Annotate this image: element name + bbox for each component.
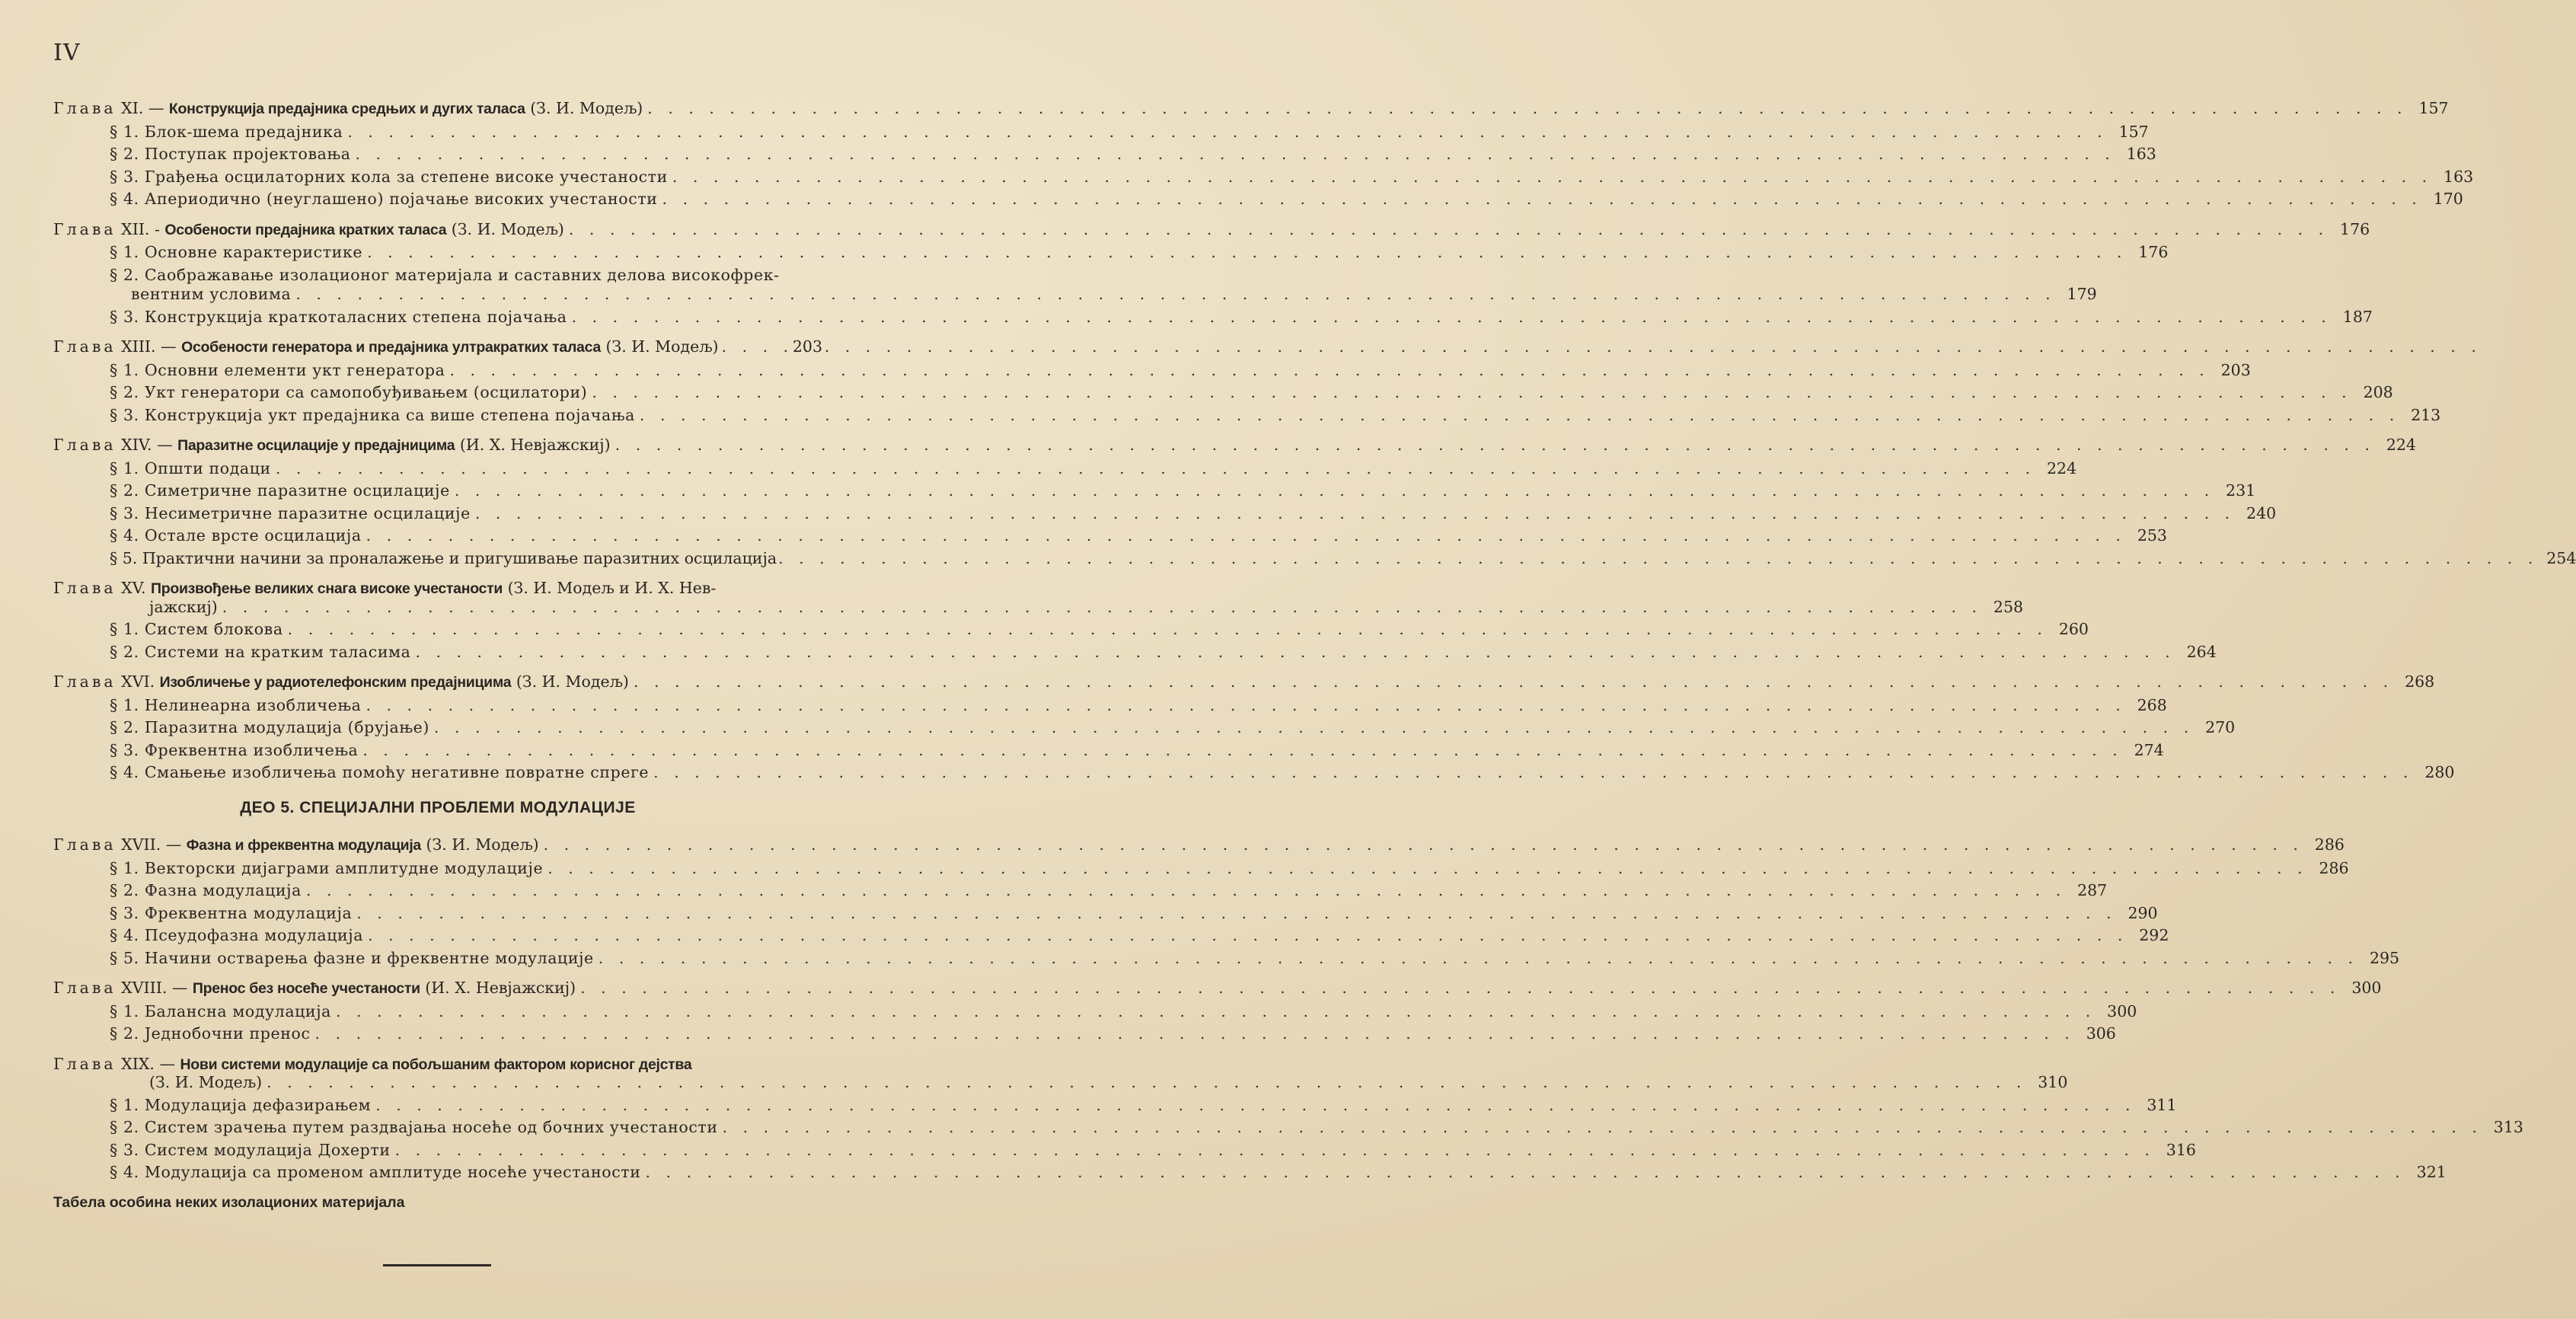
section-row[interactable]	[53, 641, 2217, 664]
chapter-author: (З. И. Модељ)	[426, 835, 539, 854]
section-number: § 5.	[110, 948, 139, 967]
page-ref: 316	[2166, 1140, 2196, 1159]
page-ref: 157	[2118, 122, 2149, 141]
section-row[interactable]	[53, 404, 2441, 427]
chapter-number: XI. —	[121, 99, 164, 117]
dot-leader	[569, 219, 2329, 241]
chapter-title: Фазна и фреквентна модулација	[186, 837, 421, 854]
chapter-xviii	[53, 977, 2382, 1046]
chapter-author: (З. И. Модељ)	[451, 219, 564, 238]
chapter-heading[interactable]	[53, 219, 2370, 242]
section-title: Несиметричне паразитне осцилације	[144, 503, 471, 522]
page-ref: 264	[2186, 642, 2217, 661]
section-row[interactable]	[53, 382, 2393, 404]
dot-leader	[306, 880, 2066, 902]
page-ref: 268	[2405, 672, 2435, 691]
section-row[interactable]	[53, 166, 2474, 189]
page-ref: 268	[2137, 695, 2167, 714]
page-ref: 310	[2038, 1073, 2068, 1091]
chapter-author: (И. Х. Невјажскиј)	[459, 436, 611, 454]
section-row[interactable]	[53, 925, 2169, 947]
section-row[interactable]	[53, 762, 2455, 784]
section-number: § 2.	[110, 718, 139, 736]
page-ref: 286	[2314, 835, 2345, 854]
dot-leader	[547, 858, 2307, 880]
section-number: § 3.	[110, 740, 139, 759]
page-ref: 203	[792, 337, 822, 356]
dot-leader	[722, 336, 783, 359]
section-title: Блок-шема предајника	[144, 122, 343, 141]
chapter-number: XVII. —	[121, 835, 182, 854]
section-title: Укт генератори са самопобуђивањем (осцилатори)	[144, 383, 588, 401]
section-title: Начини остварења фазне и фреквентне модулације	[144, 948, 594, 967]
chapter-xiii	[53, 336, 2441, 426]
page-ref: 311	[2147, 1095, 2177, 1114]
dot-leader	[640, 404, 2399, 427]
chapter-xvi	[53, 671, 2455, 784]
page-ref: 300	[2351, 979, 2382, 997]
section-row[interactable]	[53, 1023, 2116, 1046]
dot-leader	[375, 1094, 2135, 1117]
chapter-xi	[53, 97, 2474, 211]
section-title: Саображавање изолационог материјала и саставних делова високофрек-	[144, 265, 780, 284]
chapter-heading[interactable]	[53, 336, 822, 359]
dot-leader	[365, 695, 2125, 717]
section-row[interactable]	[53, 902, 2158, 925]
chapter-author: (З. И. Модељ)	[605, 337, 719, 356]
section-number: § 2.	[110, 881, 139, 899]
chapter-word: Глава	[53, 672, 117, 691]
section-number: § 3.	[110, 503, 139, 522]
dot-leader	[723, 1116, 2482, 1139]
page-ref: 274	[2134, 740, 2164, 759]
page-ref: 157	[2418, 99, 2449, 117]
dot-leader	[572, 306, 2332, 329]
section-row[interactable]	[53, 143, 2156, 166]
page-ref: 208	[2363, 383, 2393, 401]
page-ref: 163	[2444, 167, 2474, 186]
page-ref: 254	[2546, 548, 2576, 567]
section-row[interactable]	[53, 121, 2149, 144]
section-title: Једнобочни пренос	[144, 1024, 311, 1043]
section-title: Нелинеарна изобличења	[144, 695, 362, 714]
section-row[interactable]	[53, 188, 2463, 211]
dot-leader	[315, 1023, 2075, 1046]
section-title: Основни елементи укт генератора	[144, 360, 445, 379]
chapter-number: XIII. —	[121, 337, 177, 356]
section-number: § 3.	[110, 307, 139, 326]
chapter-number: XIX. —	[121, 1054, 175, 1073]
chapter-heading[interactable]	[53, 671, 2435, 695]
section-number: § 2.	[110, 1024, 139, 1043]
section-title: Конструкција краткоталасних степена појачања	[144, 307, 567, 326]
page-ref: 287	[2077, 881, 2108, 899]
chapter-word: Глава	[53, 835, 117, 854]
dot-leader	[647, 97, 2407, 120]
section-row[interactable]	[53, 1139, 2196, 1162]
dot-leader	[267, 1071, 2026, 1094]
section-title-continued: вентним условима	[131, 285, 292, 303]
section-number: § 2.	[110, 265, 139, 284]
section-row[interactable]	[53, 739, 2164, 762]
dot-leader	[672, 166, 2432, 189]
section-row[interactable]	[53, 717, 2236, 739]
chapter-title: Изобличење у радиотелефонским предајницима	[159, 674, 512, 691]
section-number: § 4.	[110, 926, 139, 944]
section-row[interactable]	[53, 1094, 2177, 1117]
section-title: Фреквентна изобличења	[144, 740, 359, 759]
chapter-author: (И. Х. Невјажскиј)	[425, 979, 576, 997]
chapter-author: (З. И. Модељ)	[516, 672, 629, 691]
dot-leader	[362, 739, 2122, 762]
chapter-xvii	[53, 834, 2400, 969]
chapter-title: Произвођење великих снага високе учестаности	[151, 580, 503, 597]
dot-leader	[580, 977, 2340, 1000]
chapter-word: Глава	[53, 337, 117, 356]
section-row[interactable]	[53, 1161, 2447, 1184]
section-title: Практични начини за проналажење и пригушивање паразитних осцилација	[142, 548, 777, 567]
page-ref: 179	[2067, 285, 2097, 303]
section-number: § 1.	[110, 122, 139, 141]
section-number: § 3.	[110, 405, 139, 424]
section-number: § 5.	[110, 548, 138, 567]
section-row[interactable]	[53, 947, 2400, 970]
section-number: § 2.	[110, 145, 139, 163]
page-ref: 170	[2433, 190, 2463, 208]
dot-leader	[544, 834, 2303, 857]
section-number: § 3.	[110, 1140, 139, 1159]
section-number: § 1.	[110, 458, 139, 477]
page-ref: 224	[2046, 458, 2077, 477]
section-number: § 3.	[110, 167, 139, 186]
dot-leader	[336, 1001, 2096, 1024]
chapter-xix	[53, 1053, 2523, 1184]
chapter-author: (З. И. Модељ)	[149, 1073, 263, 1091]
dot-leader	[778, 548, 2538, 570]
chapter-word: Глава	[53, 1054, 117, 1073]
chapter-number: XVIII. —	[121, 979, 188, 997]
section-number: § 2.	[110, 1118, 139, 1136]
chapter-number: XII. -	[121, 219, 160, 238]
section-number: § 3.	[110, 903, 139, 922]
dot-leader	[475, 503, 2235, 525]
section-row[interactable]	[53, 880, 2108, 902]
chapter-xiv	[53, 434, 2576, 570]
dot-leader	[653, 762, 2413, 784]
dot-leader	[599, 947, 2358, 970]
section-row[interactable]	[53, 359, 2251, 382]
section-title: Фреквентна модулација	[144, 903, 353, 922]
section-title: Поступак пројектовања	[144, 145, 351, 163]
section-row[interactable]	[53, 458, 2077, 481]
chapter-author: (З. И. Модељ и И. Х. Нев-	[507, 579, 717, 597]
chapter-title: Конструкција предајника средњих и дугих таласа	[168, 101, 525, 117]
page-ref: 260	[2058, 620, 2089, 638]
chapter-heading[interactable]	[53, 434, 2416, 458]
chapter-word: Глава	[53, 219, 117, 238]
section-title: Смањење изобличења помоћу негативне повратне спреге	[144, 763, 650, 781]
chapter-title: Паразитне осцилације у предајницима	[177, 437, 455, 454]
section-title: Систем блокова	[144, 620, 283, 638]
section-title: Модулација са променом амплитуде носеће учестаности	[144, 1163, 641, 1181]
section-number: § 4.	[110, 526, 139, 545]
chapter-heading[interactable]	[53, 834, 2345, 858]
section-row[interactable]	[53, 306, 2373, 329]
section-number: § 1.	[110, 360, 139, 379]
page-ref: 280	[2424, 763, 2455, 781]
page-ref: 258	[1993, 597, 2024, 616]
section-title: Систем зрачења путем раздвајања носеће од бочних учестаности	[144, 1118, 718, 1136]
section-row[interactable]	[53, 480, 2256, 503]
dot-leader	[295, 283, 2055, 306]
section-title: Паразитна модулација (брујање)	[144, 718, 429, 736]
section-title: Балансна модулација	[144, 1001, 331, 1020]
dot-leader	[615, 434, 2375, 457]
chapter-number: XVI.	[121, 672, 155, 691]
dot-leader	[455, 480, 2214, 503]
dot-leader	[415, 641, 2175, 664]
chapter-xv	[53, 577, 2217, 663]
dot-leader	[288, 618, 2048, 641]
part-heading: ДЕО 5. СПЕЦИЈАЛНИ ПРОБЛЕМИ МОДУЛАЦИЈЕ	[240, 798, 636, 816]
section-title: Системи на кратким таласима	[144, 642, 411, 661]
chapter-word: Глава	[53, 979, 117, 997]
chapter-title: Особености предајника кратких таласа	[164, 221, 447, 238]
dot-leader	[222, 596, 1982, 619]
section-title: Општи подаци	[144, 458, 271, 477]
page-ref: 176	[2340, 219, 2370, 238]
page-ref: 313	[2493, 1118, 2523, 1136]
dot-leader	[356, 902, 2116, 925]
section-number: § 4.	[110, 763, 139, 781]
page-ref: 300	[2107, 1001, 2137, 1020]
section-title: Векторски дијаграми амплитудне модулације	[144, 858, 544, 877]
section-title: Грађења осцилаторних кола за степене високе учестаности	[144, 167, 668, 186]
chapter-word: Глава	[53, 436, 117, 454]
section-title: Псеудофазна модулација	[144, 926, 364, 944]
chapter-title: Особености генератора и предајника ултракратких таласа	[181, 339, 601, 356]
page-ref: 292	[2139, 926, 2169, 944]
dot-leader	[662, 188, 2422, 211]
chapter-number: XV.	[121, 579, 146, 597]
section-title: Модулација дефазирањем	[144, 1095, 372, 1114]
section-title: Фазна модулација	[144, 881, 302, 899]
dot-leader	[366, 525, 2126, 548]
section-title: Систем модулација Дохерти	[144, 1140, 391, 1159]
closing-rule	[383, 1264, 491, 1266]
dot-leader	[395, 1139, 2155, 1162]
section-number: § 1.	[110, 1095, 139, 1114]
dot-leader	[634, 671, 2393, 694]
section-number: § 4.	[110, 190, 139, 208]
section-number: § 4.	[110, 1163, 139, 1181]
dot-leader	[368, 925, 2128, 947]
section-number: § 1.	[110, 620, 139, 638]
section-number: § 1.	[110, 858, 139, 877]
section-title: Апериодично (неуглашено) појачање високих учестаности	[144, 190, 658, 208]
section-row[interactable]	[53, 241, 2169, 264]
section-number: § 2.	[110, 383, 139, 401]
chapter-author-continued: јажскиј)	[149, 597, 218, 616]
chapter-heading[interactable]	[53, 577, 2024, 618]
section-title: Симетричне паразитне осцилације	[144, 481, 450, 500]
chapter-word: Глава	[53, 99, 117, 117]
page-ref: 231	[2226, 481, 2256, 500]
section-row[interactable]	[53, 525, 2167, 548]
page-ref: 163	[2126, 145, 2156, 163]
section-row[interactable]	[53, 264, 2097, 306]
page-ref: 213	[2411, 405, 2441, 424]
section-title: Остале врсте осцилација	[144, 526, 362, 545]
chapter-number: XIV. —	[121, 436, 173, 454]
chapter-xii	[53, 219, 2373, 329]
dot-leader	[356, 143, 2115, 166]
chapter-heading[interactable]	[53, 97, 2449, 121]
section-row[interactable]	[53, 1116, 2523, 1139]
chapter-title: Нови системи модулације са побољшаним фактором корисног дејства	[180, 1056, 692, 1073]
chapter-word: Глава	[53, 579, 117, 597]
section-row[interactable]	[53, 858, 2349, 880]
dot-leader	[592, 382, 2351, 404]
section-number: § 2.	[110, 642, 139, 661]
dot-leader	[646, 1161, 2405, 1184]
dot-leader	[434, 717, 2194, 739]
section-number: § 1.	[110, 695, 139, 714]
section-number: § 1.	[110, 243, 139, 261]
section-row[interactable]	[53, 503, 2277, 525]
table-of-contents	[53, 97, 2576, 1214]
section-row[interactable]	[53, 1001, 2137, 1024]
page-ref: 224	[2386, 436, 2416, 454]
dot-leader	[449, 359, 2209, 382]
page-ref: 187	[2342, 307, 2373, 326]
chapter-heading[interactable]	[53, 977, 2382, 1001]
page-ref: 286	[2319, 858, 2349, 877]
page-number: IV	[53, 40, 81, 66]
page-ref: 176	[2138, 243, 2169, 261]
section-title: Основне карактеристике	[144, 243, 363, 261]
page-ref: 295	[2369, 948, 2400, 967]
page-ref: 270	[2205, 718, 2236, 736]
section-number: § 1.	[110, 1001, 139, 1020]
page-ref: 240	[2246, 503, 2277, 522]
dot-leader	[367, 241, 2127, 264]
dot-leader	[347, 121, 2107, 144]
section-title: Конструкција укт предајника са више степена појачања	[144, 405, 635, 424]
appendix-entry[interactable]: Табела особина неких изолационих материјала	[53, 1193, 405, 1211]
section-number: § 2.	[110, 481, 139, 500]
page-ref: 203	[2220, 360, 2251, 379]
section-row[interactable]	[53, 548, 2576, 570]
chapter-author: (З. И. Модељ)	[530, 99, 643, 117]
chapter-title: Пренос без носеће учестаности	[192, 980, 420, 997]
section-row[interactable]	[53, 618, 2089, 641]
chapter-heading[interactable]	[53, 1053, 2068, 1094]
page-ref: 253	[2137, 526, 2167, 545]
dot-leader	[276, 458, 2035, 481]
page-ref: 321	[2416, 1163, 2447, 1181]
page-ref: 306	[2086, 1024, 2116, 1043]
page-ref: 290	[2128, 903, 2158, 922]
section-row[interactable]	[53, 695, 2167, 717]
